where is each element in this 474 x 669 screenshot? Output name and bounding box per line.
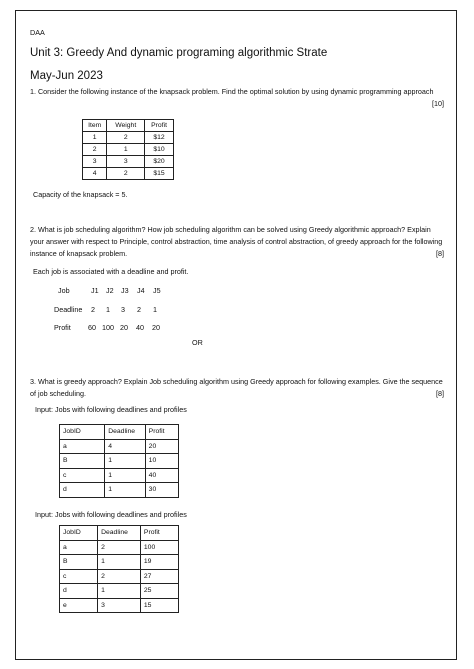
table-cell: 2 [98,540,141,555]
table-cell: 2 [107,168,145,180]
row-value: 2 [137,305,141,314]
row-value: 1 [106,305,110,314]
row-value: J2 [106,286,114,295]
table-cell: a [60,540,98,555]
unit-title: Unit 3: Greedy And dynamic programing algorithmic Strate [30,47,328,59]
table-cell: d [60,584,98,599]
table-row [83,168,174,180]
table-cell: e [60,598,98,613]
table-cell: $15 [145,168,174,180]
table-cell: 3 [107,156,145,168]
input-1-caption: Input: Jobs with following deadlines and profiles [35,405,187,414]
table-cell: 4 [105,439,145,454]
column-header: JobID [60,526,98,541]
row-value: J3 [121,286,129,295]
table-cell: 1 [98,584,141,599]
table-cell: d [60,483,105,498]
jobs-intro: Each job is associated with a deadline and profit. [33,267,189,276]
table-row [60,584,179,599]
table-cell: 100 [140,540,178,555]
jobs-table-2 [59,525,179,613]
table-cell: 1 [105,468,145,483]
table-row [60,598,179,613]
table-cell: 3 [98,598,141,613]
table-cell: B [60,555,98,570]
table-row [60,555,179,570]
question-3-marks: [8] [436,389,444,398]
table-cell: c [60,569,98,584]
table-cell: 27 [140,569,178,584]
table-header-row [60,526,179,541]
table-cell: $20 [145,156,174,168]
table-cell: 20 [145,439,178,454]
table-header-row [83,120,174,132]
row-value: J1 [91,286,99,295]
row-value: J5 [153,286,161,295]
question-1 [30,86,444,108]
table-cell: 40 [145,468,178,483]
row-label: Job [58,286,70,295]
table-cell: 2 [107,132,145,144]
table-cell: 1 [105,483,145,498]
table-row [60,454,179,469]
question-1-marks: [10] [432,99,444,108]
table-header-row [60,425,179,440]
table-cell: 15 [140,598,178,613]
or-separator: OR [192,338,203,347]
table-row [83,156,174,168]
row-value: 3 [121,305,125,314]
row-label: Deadline [54,305,83,314]
table-row [60,540,179,555]
table-cell: c [60,468,105,483]
table-row [60,483,179,498]
column-header: Deadline [105,425,145,440]
row-value: 1 [153,305,157,314]
column-header: Item [83,120,107,132]
table-row [60,439,179,454]
row-value: J4 [137,286,145,295]
exam-session: May-Jun 2023 [30,70,103,82]
table-cell: 3 [83,156,107,168]
table-cell: 19 [140,555,178,570]
table-row [60,468,179,483]
table-cell: $12 [145,132,174,144]
knapsack-capacity: Capacity of the knapsack = 5. [33,190,128,199]
question-2-text: 2. What is job scheduling algorithm? How job scheduling algorithm can be solved using Greedy algorithmic approach? Explain your answer with respect to Principle, control abstraction, time analysis of control abstraction, of greedy approach for the following instance of knapsack problem. [30,225,443,258]
knapsack-table [82,119,174,180]
row-value: 40 [136,323,144,332]
row-value: 100 [102,323,114,332]
row-label: Profit [54,323,71,332]
question-1-text: 1. Consider the following instance of the knapsack problem. Find the optimal solution by using dynamic programming approach [30,87,434,96]
column-header: Profit [140,526,178,541]
question-3-text: 3. What is greedy approach? Explain Job scheduling algorithm using Greedy approach for following examples. Give the sequence of job scheduling. [30,377,443,398]
column-header: Weight [107,120,145,132]
column-header: JobID [60,425,105,440]
table-cell: 2 [83,144,107,156]
table-cell: 4 [83,168,107,180]
column-header: Profit [145,425,178,440]
table-row [83,144,174,156]
row-value: 2 [91,305,95,314]
input-2-caption: Input: Jobs with following deadlines and profiles [35,510,187,519]
question-2-marks: [8] [436,249,444,258]
table-cell: 1 [105,454,145,469]
table-cell: 1 [83,132,107,144]
table-cell: 10 [145,454,178,469]
table-cell: 30 [145,483,178,498]
table-cell: 25 [140,584,178,599]
question-3 [30,376,444,400]
table-cell: 1 [107,144,145,156]
column-header: Deadline [98,526,141,541]
question-2 [30,224,444,260]
course-label: DAA [30,28,45,37]
table-cell: 2 [98,569,141,584]
jobs-table-1 [59,424,179,498]
table-row [60,569,179,584]
row-value: 20 [120,323,128,332]
table-cell: B [60,454,105,469]
row-value: 60 [88,323,96,332]
table-cell: a [60,439,105,454]
table-cell: $10 [145,144,174,156]
table-row [83,132,174,144]
table-cell: 1 [98,555,141,570]
column-header: Profit [145,120,174,132]
row-value: 20 [152,323,160,332]
